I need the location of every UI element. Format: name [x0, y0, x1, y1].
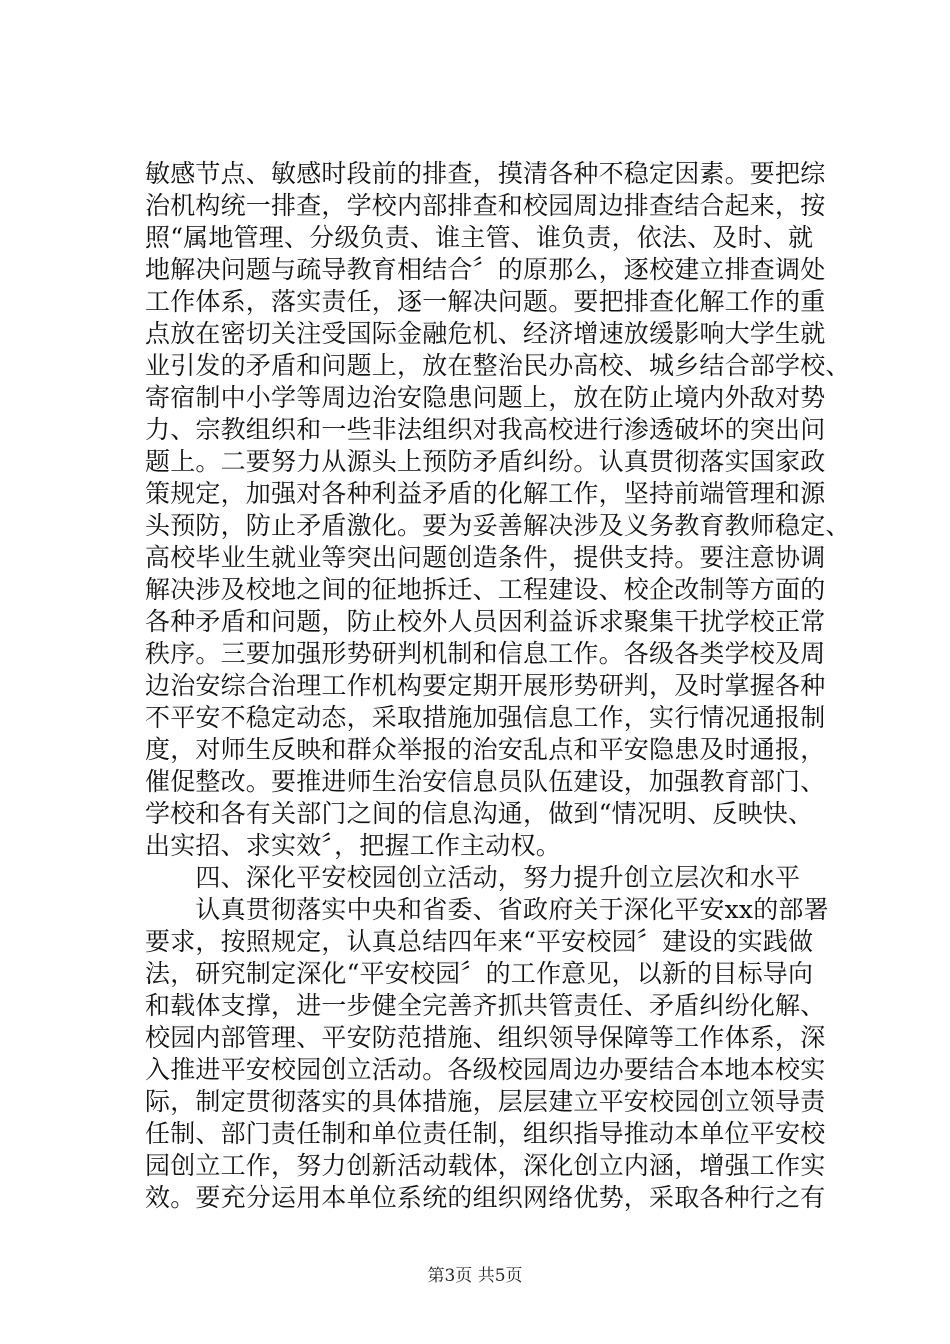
body-text [145, 158, 851, 1214]
text-line: 高校毕业生就业等突出问题创造条件，提供支持。要注意协调 [145, 543, 826, 572]
text-line: 和载体支撑，进一步健全完善齐抓共管责任、矛盾纠纷化解、 [145, 991, 826, 1020]
text-line: 际，制定贯彻落实的具体措施，层层建立平安校园创立领导责 [145, 1087, 826, 1116]
text-line: 头预防，防止矛盾激化。要为妥善解决涉及义务教育教师稳定、 [145, 511, 851, 540]
page-footer: 第3页 共5页 [427, 1266, 523, 1286]
text-line: 秩序。三要加强形势研判机制和信息工作。各级各类学校及周 [145, 639, 826, 668]
text-line: 任制、部门责任制和单位责任制，组织指导推动本单位平安校 [145, 1119, 826, 1148]
text-line: 效。要充分运用本单位系统的组织网络优势，采取各种行之有 [145, 1183, 826, 1212]
text-line: 边治安综合治理工作机构要定期开展形势研判，及时掌握各种 [145, 671, 826, 700]
text-line: 工作体系，落实责任，逐一解决问题。要把排查化解工作的重 [145, 287, 826, 316]
text-line: 出实招、求实效〞，把握工作主动权。 [145, 831, 561, 860]
text-line: 力、宗教组织和一些非法组织对我高校进行渗透破坏的突出问 [145, 415, 826, 444]
text-line: 敏感节点、敏感时段前的排查，摸清各种不稳定因素。要把综 [145, 159, 826, 188]
text-line: 法，研究制定深化“平安校园〞的工作意见，以新的目标导向 [145, 959, 814, 988]
text-line: 度，对师生反映和群众举报的治安乱点和平安隐患及时通报， [145, 735, 826, 764]
text-line: 园创立工作，努力创新活动载体，深化创立内涵，增强工作实 [145, 1151, 826, 1180]
text-line: 催促整改。要推进师生治安信息员队伍建设，加强教育部门、 [145, 767, 826, 796]
text-line: 点放在密切关注受国际金融危机、经济增速放缓影响大学生就 [145, 319, 826, 348]
text-line: 各种矛盾和问题，防止校外人员因利益诉求聚集干扰学校正常 [145, 607, 826, 636]
text-line: 认真贯彻落实中央和省委、省政府关于深化平安xx的部署 [145, 895, 829, 924]
text-line: 题上。二要努力从源头上预防矛盾纠纷。认真贯彻落实国家政 [145, 447, 826, 476]
text-line: 要求，按照规定，认真总结四年来“平安校园〞建设的实践做 [145, 927, 814, 956]
text-line: 解决涉及校地之间的征地拆迁、工程建设、校企改制等方面的 [145, 575, 826, 604]
text-line: 校园内部管理、平安防范措施、组织领导保障等工作体系，深 [145, 1023, 826, 1052]
text-line: 策规定，加强对各种利益矛盾的化解工作，坚持前端管理和源 [145, 479, 826, 508]
text-line: 入推进平安校园创立活动。各级校园周边办要结合本地本校实 [145, 1055, 826, 1084]
text-line: 学校和各有关部门之间的信息沟通，做到“情况明、反映快、 [145, 799, 814, 828]
text-line: 业引发的矛盾和问题上，放在整治民办高校、城乡结合部学校、 [145, 351, 851, 380]
text-line: 地解决问题与疏导教育相结合〞的原那么，逐校建立排查调处 [145, 255, 826, 284]
text-line: 治机构统一排查，学校内部排查和校园周边排查结合起来，按 [145, 191, 826, 220]
section-heading: 四、深化平安校园创立活动，努力提升创立层次和水平 [145, 863, 801, 892]
text-line: 寄宿制中小学等周边治安隐患问题上，放在防止境内外敌对势 [145, 383, 826, 412]
text-line: 照“属地管理、分级负责、谁主管、谁负责，依法、及时、就 [145, 223, 814, 252]
text-line: 不平安不稳定动态，采取措施加强信息工作，实行情况通报制 [145, 703, 826, 732]
